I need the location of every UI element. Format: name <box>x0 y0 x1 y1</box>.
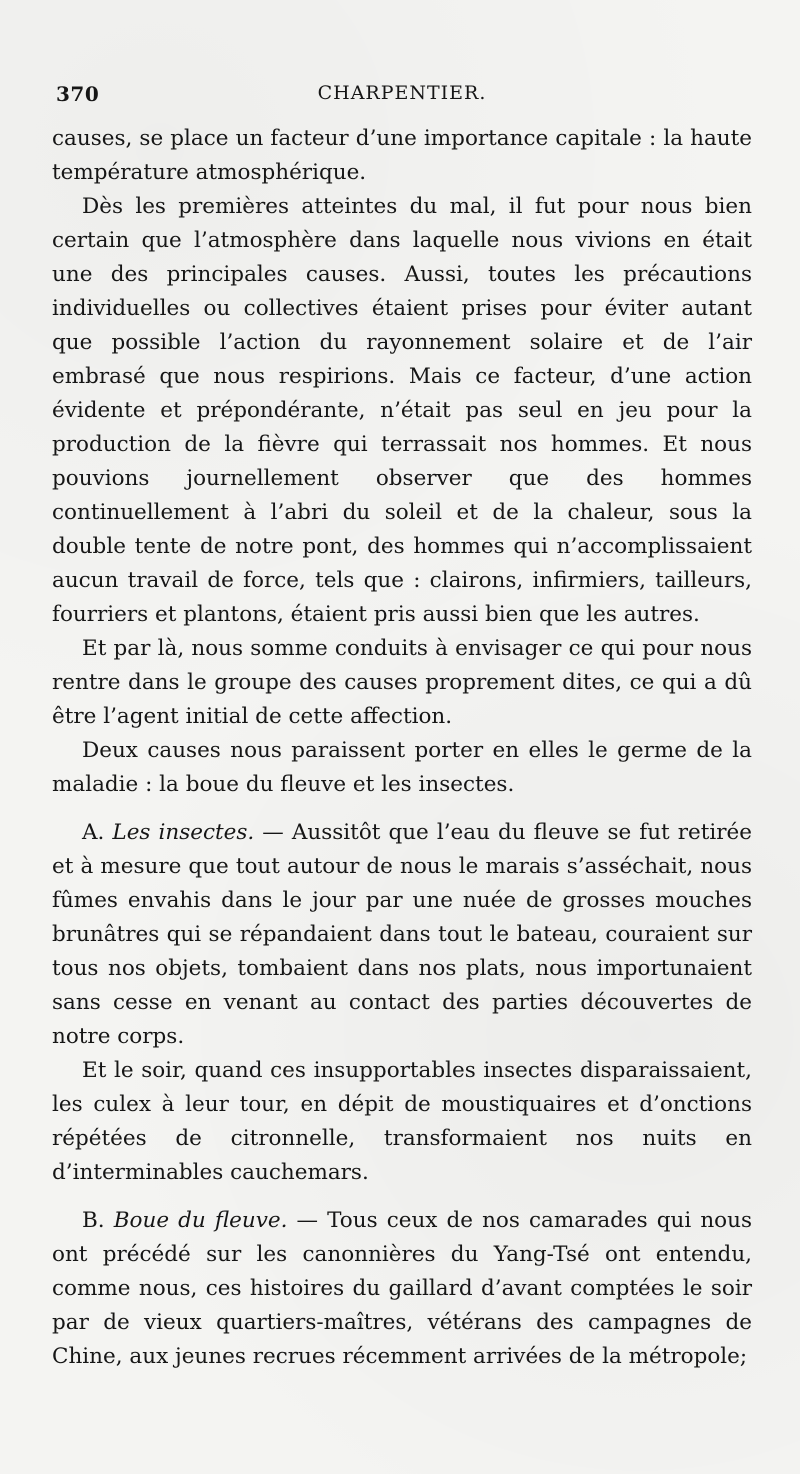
page-number: 370 <box>56 82 100 106</box>
section-label: B. <box>82 1208 105 1233</box>
paragraph-text: Dès les premières atteintes du mal, il fut pour nous bien certain que l’atmosphère dans laquelle nous vivions en était une des principales causes. Aussi, toutes les précautions individuelles ou collectives étaient prises pour éviter autant que possible l’action du rayonnement solaire et de l’air embrasé que nous respirions. Mais ce facteur, d’une action évidente et prépondérante, n’était pas seul en jeu pour la production de la fièvre qui terrassait nos hommes. Et nous pouvions journellement observer que des hommes continuellement à l’abri du soleil et de la chaleur, sous la double tente de notre pont, des hommes qui n’accomplissaient aucun travail de force, tels que : clairons, infirmiers, tailleurs, fourriers et plantons, étaient pris aussi bien que les autres. <box>52 194 752 627</box>
paragraph <box>52 632 752 734</box>
paragraph-text: Deux causes nous paraissent porter en elles le germe de la maladie : la boue du fleuve et les insectes. <box>52 738 752 797</box>
running-title: CHARPENTIER. <box>317 82 487 104</box>
section-a-insectes <box>52 816 752 1054</box>
paragraph <box>52 190 752 632</box>
section-title: Les insectes. <box>112 820 255 845</box>
section-b-boue-du-fleuve <box>52 1204 752 1374</box>
running-head <box>52 80 752 120</box>
paragraph-text: — Tous ceux de nos camarades qui nous ont précédé sur les canonnières du Yang-Tsé ont entendu, comme nous, ces histoires du gaillard d’avant comptées le soir par de vieux quartiers-maîtres, vétérans des campagnes de Chine, aux jeunes recrues récemment arrivées de la métropole; <box>52 1208 752 1369</box>
paragraph-text: Et le soir, quand ces insupportables insectes disparaissaient, les culex à leur tour, en dépit de moustiquaires et d’onctions répétées de citronnelle, transformaient nos nuits en d’interminables cauchemars. <box>52 1058 752 1185</box>
section-label: A. <box>82 820 105 845</box>
paragraph-text: — Aussitôt que l’eau du fleuve se fut retirée et à mesure que tout autour de nous le marais s’asséchait, nous fûmes envahis dans le jour par une nuée de grosses mouches brunâtres qui se répandaient dans tout le bateau, couraient sur tous nos objets, tombaient dans nos plats, nous importunaient sans cesse en venant au contact des parties découvertes de notre corps. <box>52 820 752 1049</box>
section-title: Boue du fleuve. <box>113 1208 288 1233</box>
paragraph-text: causes, se place un facteur d’une importance capitale : la haute température atmosphérique. <box>52 126 752 185</box>
body-text <box>52 122 752 1374</box>
paragraph <box>52 734 752 802</box>
paragraph-continuation <box>52 122 752 190</box>
paragraph-text: Et par là, nous somme conduits à envisager ce qui pour nous rentre dans le groupe des causes proprement dites, ce qui a dû être l’agent initial de cette affection. <box>52 636 752 729</box>
paragraph <box>52 1054 752 1190</box>
